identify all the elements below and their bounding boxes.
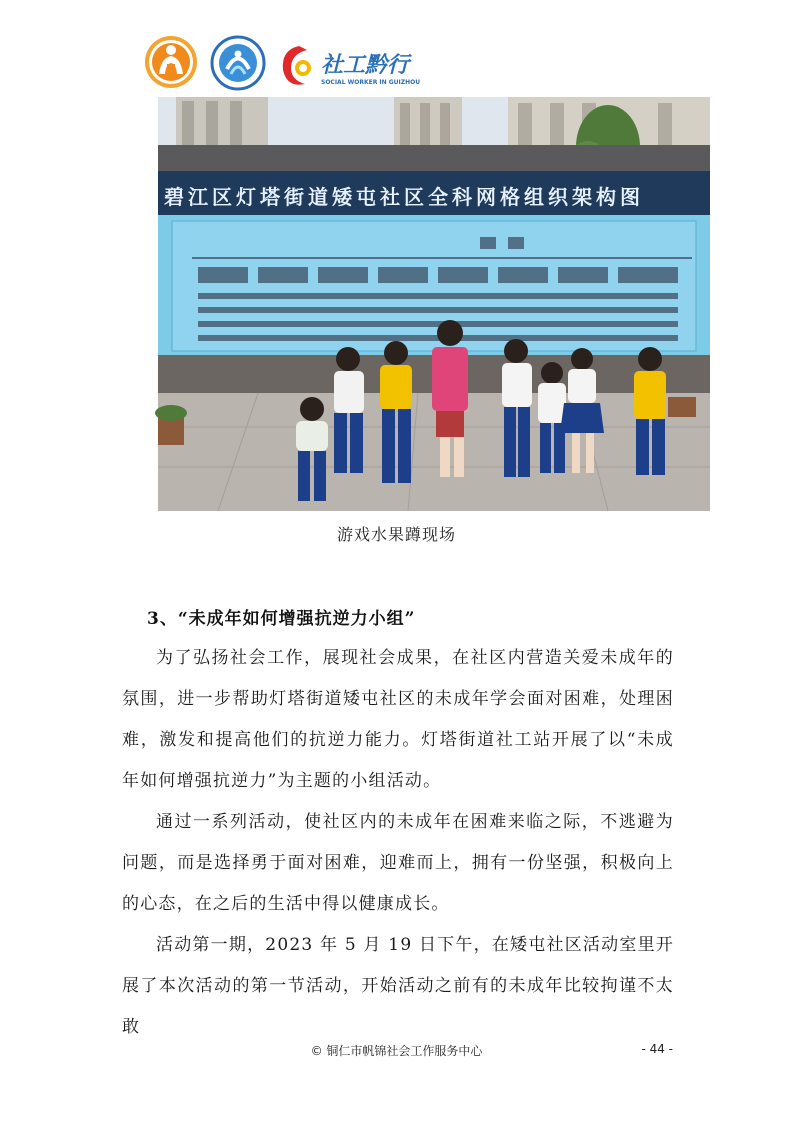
svg-text:社工黔行: 社工黔行 — [321, 53, 410, 78]
paragraph: 活动第一期，2023 年 5 月 19 日下午，在矮屯社区活动室里开展了本次活动的第一节活动，开始活动之前有的未成年比较拘谨不太敢 — [122, 935, 674, 1037]
section-heading: 3、“未成年如何增强抗逆力小组” — [147, 609, 416, 629]
social-worker-guizhou-logo-icon — [277, 40, 421, 92]
event-photo — [158, 97, 710, 511]
board-title: 碧江区灯塔街道矮屯社区全科网格组织架构图 — [164, 185, 644, 209]
footer-page-number: - 44 - — [641, 1042, 673, 1056]
social-work-association-badge-icon — [211, 36, 265, 90]
svg-text:SOCIAL WORKER IN GUIZHOU: SOCIAL WORKER IN GUIZHOU — [321, 79, 421, 86]
paragraph: 通过一系列活动，使社区内的未成年在困难来临之际，不逃避为问题，而是选择勇于面对困难，迎难而上，拥有一份坚强，积极向上的心态，在之后的生活中得以健康成长。 — [122, 812, 674, 914]
footer-organization: © 铜仁市帆锦社会工作服务中心 — [310, 1044, 483, 1058]
social-work-emblem-icon — [143, 34, 199, 90]
paragraph: 为了弘扬社会工作，展现社会成果，在社区内营造关爱未成年的氛围，进一步帮助灯塔街道矮屯社区的未成年学会面对困难，处理困难，激发和提高他们的抗逆力能力。灯塔街道社工站开展了以“未成年如何增强抗逆力”为主题的小组活动。 — [122, 648, 674, 791]
photo-caption: 游戏水果蹲现场 — [336, 525, 456, 544]
